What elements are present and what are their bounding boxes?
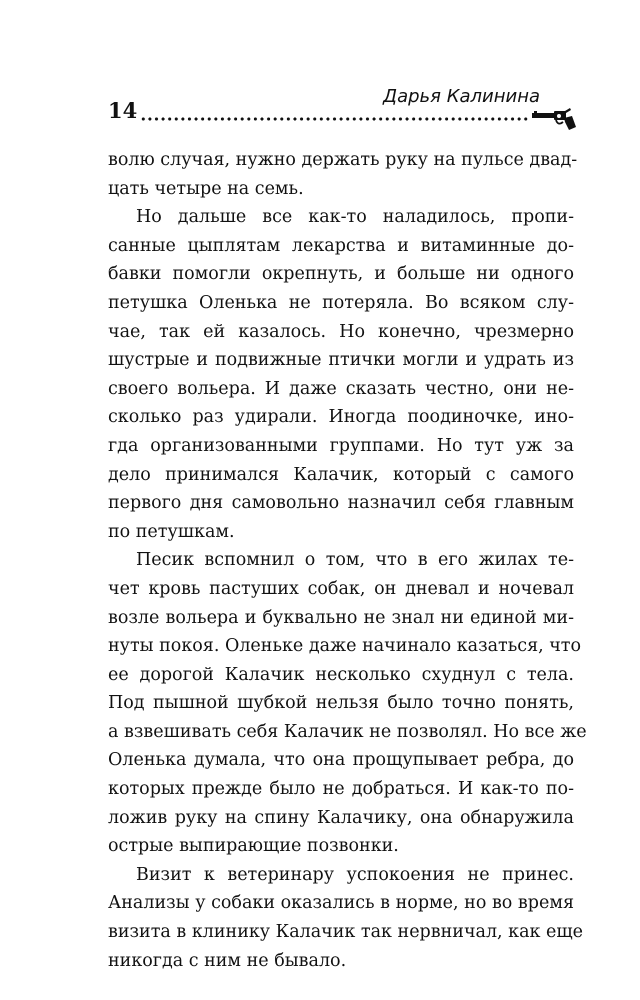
text-line: возле вольера и буквально не знал ни единой ми-: [108, 607, 574, 628]
text-line: цать четыре на семь.: [108, 178, 304, 199]
text-line: по петушкам.: [108, 521, 235, 542]
text-line: петушка Оленька не потеряла. Во всяком слу-: [108, 292, 574, 313]
text-line: Под пышной шубкой нельзя было точно понять,: [108, 693, 574, 714]
author-name: Дарья Калинина: [383, 86, 540, 107]
text-line: а взвешивать себя Калачик не позволял. Но все же: [108, 721, 587, 742]
text-line: первого дня самовольно назначил себя главным: [108, 493, 574, 514]
text-line: нуты покоя. Оленьке даже начинало казаться, что: [108, 636, 582, 657]
text-line: визита в клинику Калачик так нервничал, как еще: [108, 922, 584, 943]
text-line: которых прежде было не добраться. И как-то по-: [108, 779, 574, 800]
text-line: ложив руку на спину Калачику, она обнаружила: [108, 807, 574, 828]
text-line: гда организованными группами. Но тут уж за: [108, 435, 574, 456]
text-line: бавки помогли окрепнуть, и больше ни одного: [108, 264, 574, 285]
text-line: своего вольера. И даже сказать честно, они не-: [108, 378, 574, 399]
text-line: волю случая, нужно держать руку на пульсе двад-: [108, 150, 578, 170]
paragraph: [108, 203, 574, 546]
paragraph: [108, 146, 578, 203]
text-line: дело принимался Калачик, который с самого: [108, 464, 574, 485]
text-line: Анализы у собаки оказались в норме, но во время: [108, 893, 574, 914]
body-text: [108, 146, 587, 975]
text-line: острые выпирающие позвонки.: [108, 836, 399, 857]
revolver-icon: [532, 108, 576, 130]
text-line: санные цыплятам лекарства и витаминные до-: [108, 235, 574, 256]
text-line: Визит к ветеринару успокоения не принес.: [136, 864, 574, 885]
text-line: ее дорогой Калачик несколько схуднул с тела.: [108, 664, 574, 685]
paragraph: [108, 546, 587, 861]
text-line: Оленька думала, что она прощупывает ребра, до: [108, 750, 574, 771]
text-line: сколько раз удирали. Иногда поодиночке, ино-: [108, 407, 574, 428]
text-line: чае, так ей казалось. Но конечно, чрезмерно: [108, 321, 574, 342]
text-line: шустрые и подвижные птички могли и удрать из: [108, 350, 574, 371]
paragraph: [108, 861, 584, 975]
text-line: чет кровь пастуших собак, он дневал и ночевал: [108, 578, 574, 599]
running-header: [108, 88, 576, 138]
page-number: 14: [108, 98, 138, 123]
text-line: Но дальше все как-то наладилось, пропи-: [136, 207, 574, 228]
dot-leader: [140, 117, 528, 121]
text-line: никогда с ним не бывало.: [108, 950, 347, 971]
text-line: Песик вспомнил о том, что в его жилах те-: [136, 550, 574, 571]
